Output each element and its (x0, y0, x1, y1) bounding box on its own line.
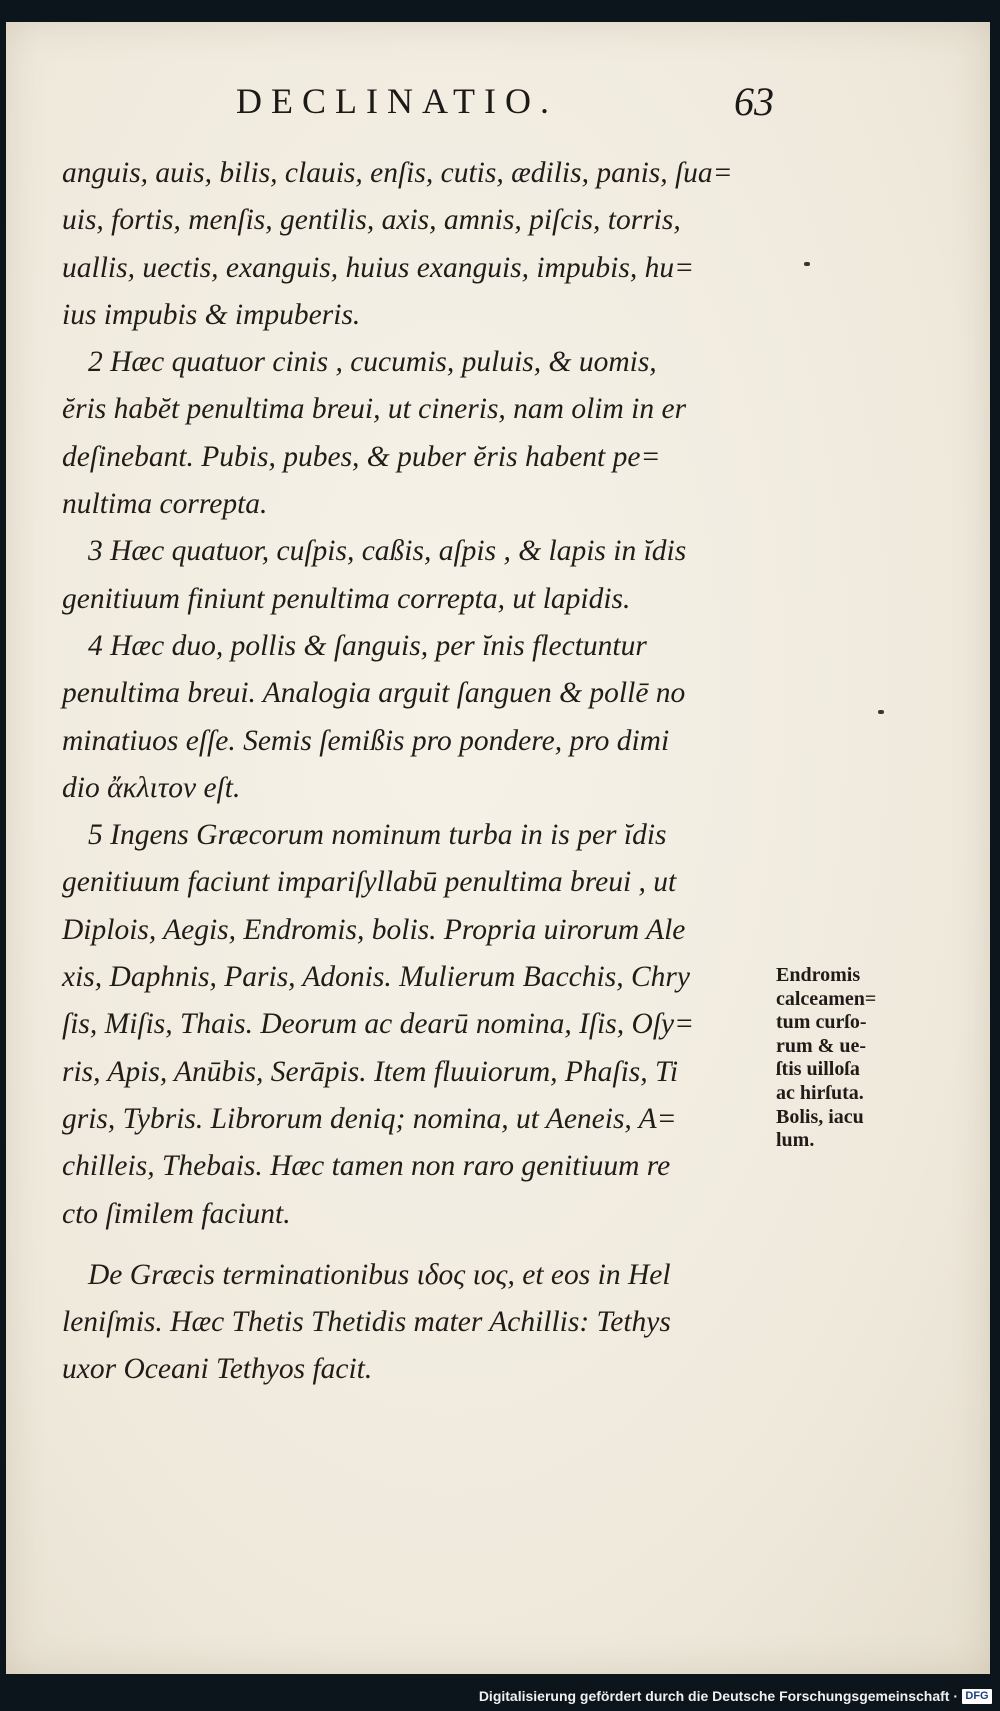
running-header: DECLINATIO. (236, 81, 558, 121)
funding-credit: Digitalisierung gefördert durch die Deutsche Forschungsgemeinschaft · (478, 1688, 958, 1704)
paragraph-gap (62, 1238, 762, 1252)
text-line: gris, Tybris. Librorum deniq; nomina, ut Aeneis, A= (62, 1102, 677, 1135)
dfg-logo: DFG (962, 1689, 992, 1704)
text-line: nultima correpta. (62, 488, 268, 521)
ink-speck (878, 710, 884, 714)
gloss-line: calceamen= (776, 987, 877, 1010)
text-line: 4 Hæc duo, pollis & ſanguis, per ĭnis flectuntur (88, 629, 647, 662)
gloss-line: Bolis, iacu (776, 1105, 864, 1128)
text-line: penultima breui. Analogia arguit ſanguen & pollē no (62, 677, 686, 710)
text-line: Diplois, Aegis, Endromis, bolis. Propria uirorum Ale (62, 913, 686, 946)
text-line: 5 Ingens Græcorum nominum turba in is per ĭdis (88, 819, 667, 852)
text-line: ius impubis & impuberis. (62, 298, 361, 331)
marginal-gloss (776, 964, 936, 1153)
text-line: cto ſimilem faciunt. (62, 1197, 291, 1230)
gloss-line: ſtis uilloſa (776, 1058, 860, 1081)
text-line: 3 Hæc quatuor, cuſpis, caßis, aſpis , & lapis in ĭdis (88, 535, 687, 568)
text-line: anguis, auis, bilis, clauis, enſis, cutis, ædilis, panis, ſua= (62, 157, 733, 189)
ink-speck (804, 262, 810, 266)
text-line: xis, Daphnis, Paris, Adonis. Mulierum Bacchis, Chry (62, 961, 690, 994)
page-number: 63 (734, 79, 774, 124)
gloss-line: rum & ue- (776, 1034, 866, 1057)
text-line: deſinebant. Pubis, pubes, & puber ĕris habent pe= (62, 440, 661, 473)
text-line: minatiuos eſſe. Semis ſemißis pro pondere, pro dimi (62, 724, 670, 757)
text-line: leniſmis. Hæc Thetis Thetidis mater Achillis: Tethys (62, 1306, 671, 1339)
book-page (6, 22, 990, 1674)
main-text-block (62, 150, 762, 1394)
text-line: genitiuum faciunt impariſyllabū penultima breui , ut (62, 866, 677, 899)
gloss-line: Endromis (776, 964, 861, 986)
text-line: uxor Oceani Tethyos facit. (62, 1353, 373, 1386)
text-line: ĕris habĕt penultima breui, ut cineris, nam olim in er (62, 393, 687, 426)
text-line: ſis, Miſis, Thais. Deorum ac dearū nomina, Iſis, Oſy= (62, 1008, 695, 1041)
text-line: genitiuum finiunt penultima correpta, ut lapidis. (62, 582, 631, 615)
text-line: dio ἄκλιτον eſt. (62, 771, 241, 804)
gloss-line: ac hirſuta. (776, 1081, 864, 1104)
text-line: chilleis, Thebais. Hæc tamen non raro genitiuum re (62, 1150, 671, 1183)
gloss-line: tum curſo- (776, 1011, 867, 1034)
text-line: De Græcis terminationibus ιδος ιος, et eos in Hel (88, 1258, 671, 1291)
text-line: ris, Apis, Anūbis, Serāpis. Item fluuiorum, Phaſis, Ti (62, 1055, 679, 1088)
text-line: 2 Hæc quatuor cinis , cucumis, puluis, & uomis, (88, 346, 657, 379)
gloss-line: lum. (776, 1129, 815, 1152)
text-line: uallis, uectis, exanguis, huius exanguis, impubis, hu= (62, 251, 694, 284)
text-line: uis, fortis, menſis, gentilis, axis, amnis, piſcis, torris, (62, 204, 681, 237)
